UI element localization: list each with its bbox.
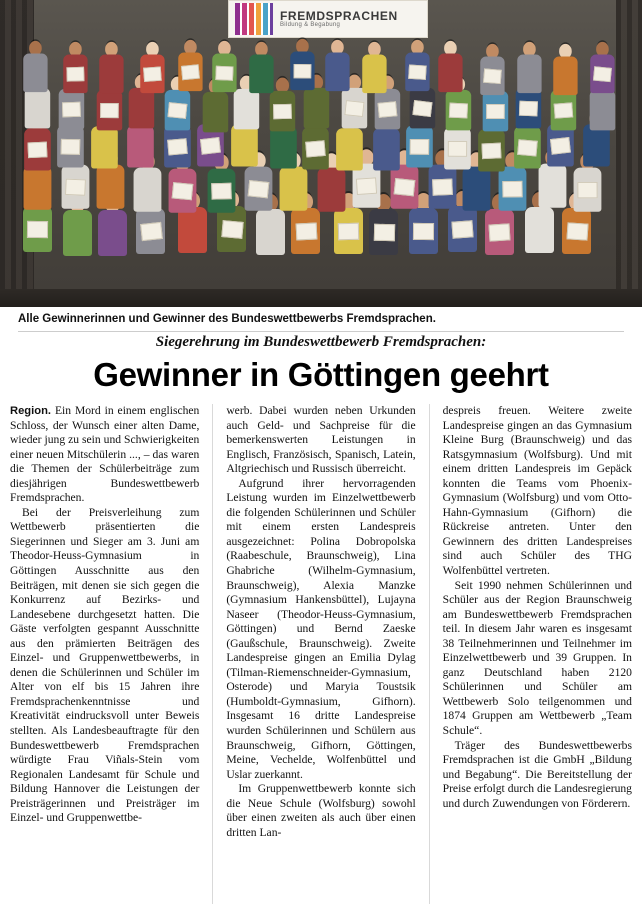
caption-divider	[18, 331, 624, 332]
stage-floor	[0, 289, 642, 307]
article-column-2	[226, 404, 415, 904]
person-torso	[553, 56, 577, 95]
person	[516, 42, 541, 93]
certificate	[409, 139, 428, 155]
person-torso	[516, 55, 540, 94]
certificate	[550, 137, 571, 155]
person-torso	[249, 54, 273, 93]
person-torso	[133, 167, 161, 211]
certificate	[215, 66, 233, 81]
certificate	[200, 137, 221, 155]
certificate	[432, 179, 453, 196]
person	[249, 42, 274, 93]
certificate	[447, 141, 466, 157]
person-torso	[128, 88, 154, 128]
person	[178, 40, 203, 91]
person-torso	[317, 168, 345, 212]
paragraph	[226, 782, 415, 840]
person-torso	[589, 89, 615, 129]
paragraph-text: Seit 1990 nehmen Schülerinnen und Schüler aus der Region Braunschweig am Bundeswettbewerb Fremdsprachen teil. In diesem Jahr waren es insgesamt 38 Teilnehmerinnen und Teilnehmer im Einzelwettbewerb und 39 Gruppen. In ganz Deutschland haben 2120 Schülerinnen und Schüler am Wettbewerb Solo teilgenommen und 1874 Gruppen am Wettbewerb „Team Schule“.	[442, 578, 632, 738]
certificate	[338, 223, 359, 240]
certificate	[517, 140, 538, 157]
person-torso	[373, 128, 400, 170]
certificate	[593, 66, 612, 82]
person-torso	[23, 165, 51, 209]
person-torso	[98, 210, 127, 256]
person-torso	[230, 124, 257, 166]
person-torso	[325, 53, 349, 92]
certificate	[27, 142, 47, 158]
article-photo	[0, 0, 642, 307]
person	[437, 41, 462, 92]
certificate	[293, 64, 311, 79]
certificate	[211, 183, 232, 200]
certificate	[566, 222, 588, 240]
photo-caption: Alle Gewinnerinnen und Gewinner des Bundeswettbewerbs Fremdsprachen.	[18, 313, 436, 325]
person-torso	[24, 87, 50, 127]
certificate	[413, 223, 434, 240]
person	[325, 40, 350, 91]
paragraph-text: Ein Mord in einem englischen Schloss, der Wunsch einer alten Dame, wieder jung zu sein und Schwierigkeiten einer neuen Mitschülerin ..., – das waren die Themen der Schülerbeiträge zum diesjährigen Bundeswettbewerb Fremdsprachen.	[10, 404, 200, 505]
banner-title: FREMDSPRACHEN	[280, 8, 398, 23]
paragraph	[10, 404, 199, 506]
certificate	[345, 100, 365, 117]
certificate	[408, 64, 426, 79]
person-torso	[538, 164, 566, 208]
certificate	[452, 221, 474, 239]
certificate	[489, 224, 511, 242]
certificate	[67, 67, 85, 82]
person-torso	[303, 88, 329, 128]
article-body	[10, 404, 632, 904]
person-torso	[438, 54, 462, 93]
certificate	[273, 104, 292, 119]
certificate	[374, 224, 395, 241]
paragraph-text: werb. Dabei wurden neben Urkunden auch Geld- und Sachpreise für die bemerkenswerten Leistungen in Englisch, Französisch, Spanisch, Latein, Altgriechisch und Russisch überreicht.	[226, 404, 416, 476]
certificate	[181, 64, 200, 80]
person-torso	[99, 55, 123, 94]
person	[211, 41, 236, 92]
certificate	[167, 102, 187, 119]
certificate	[248, 180, 270, 198]
paragraph-text: Bei der Preisverleihung zum Wettbewerb präsentierten die Siegerinnen und Sieger am 3. Juni am Theodor-Heuss-Gymnasium in Göttingen Ausschnitte aus den Beiträgen, mit denen sie sich gegen die Konkurrenz auf Bezirks- und Landesebene durchgesetzt hatten. Die Gäste verfolgten gespannt Ausschnitte aus den prämierten Beiträgen des Einzel- und Gruppenwettbewerbs, in denen die Schülerinnen und Schüler im Alter von elf bis 15 Jahren ihre Fremdsprachenkenntnisse und Kreativität eindrucksvoll unter Beweis stellten. Als Landesbeauftragte für den Bundeswettbewerb Fremdsprachen würdigte Frau Viñals-Stein vom Regionalen Landesamt für Schule und Bildung Hannover die Leistungen der Preisträgerinnen und Preisträger im Einzel- und Gruppenwettbe-	[10, 505, 200, 825]
paragraph-text: Aufgrund ihrer hervorragenden Leistung wurden im Einzelwettbewerb die folgenden Schülerinnen und Schüler mit einem ersten Landespreis ausgezeichnet: Polina Dobropolska (Raabeschule, Braunschweig), Lina Ghabriche (Wilhelm-Gymnasium, Braunschweig), Alexia Manzke (Gymnasium Hankensbüttel), Lujayna Naseer (Theodor-Heuss-Gymnasium, Göttingen) und Bernd Zaeske (Gaußschule, Braunschweig). Zweite Landespreise gingen an Emilia Dylag (Tilman-Riemenschneider-Gymnasium, Osterode) und Maryia Toustsik (Humboldt-Gymnasium, Gifhorn). Insgesamt 16 dritte Landespreise wurden Schülerinnen und Schülern aus Braunschweig, Gifhorn, Göttingen, Meine, Vechelde, Wolfenbüttel und Uslar zuerkannt.	[226, 476, 416, 781]
person	[404, 40, 429, 91]
person	[590, 42, 615, 93]
banner-subtitle: Bildung & Begabung	[280, 22, 341, 29]
certificate	[577, 182, 597, 198]
paragraph-text: despreis freuen. Weitere zweite Landespreise gingen an das Gymnasium Kleine Burg (Braunschweig) und das Ratsgymnasium (Wolfsburg). Und mit einem dritten Landespreis im Gepäck konnten die Teams vom Phoenix-Gymnasium (Wolfsburg) und vom Otto-Hahn-Gymnasium (Gifhorn) die Rückreise antreten. Unter den Gewinnern des dritten Landespreises sind auch Schüler des THG Wolfenbüttel vertreten.	[442, 404, 632, 578]
certificate	[167, 138, 188, 155]
person	[362, 42, 387, 93]
person-torso	[525, 207, 554, 253]
article-column-3	[443, 404, 632, 904]
certificate	[377, 101, 397, 118]
paragraph	[10, 506, 199, 826]
certificate	[62, 102, 81, 118]
person	[22, 41, 47, 92]
person-torso	[336, 128, 363, 170]
person-torso	[256, 209, 285, 255]
person-torso	[91, 126, 118, 168]
person	[98, 42, 123, 93]
article-kicker: Siegerehrung im Bundeswettbewerb Fremdsprachen:	[155, 334, 487, 350]
certificate	[296, 223, 318, 241]
certificate	[65, 179, 86, 196]
paragraph	[226, 404, 415, 477]
person-torso	[178, 207, 207, 253]
certificate	[221, 220, 243, 239]
certificate	[502, 181, 522, 198]
certificate	[554, 103, 574, 119]
person-torso	[234, 89, 260, 129]
article-column-1	[10, 404, 199, 904]
person-torso	[96, 164, 124, 208]
person	[139, 41, 164, 92]
person	[480, 44, 505, 95]
paragraph	[443, 739, 632, 812]
certificate	[393, 178, 415, 196]
certificate	[449, 103, 468, 119]
certificate	[100, 103, 119, 118]
certificate	[482, 143, 502, 159]
certificate	[306, 140, 327, 157]
person-torso	[279, 167, 307, 211]
certificate	[140, 222, 163, 241]
certificate	[171, 182, 193, 200]
person-torso	[362, 54, 386, 93]
person-torso	[270, 126, 297, 168]
article-dateline: Region.	[10, 405, 52, 417]
certificate	[413, 100, 433, 117]
certificate	[356, 178, 377, 196]
column-divider	[212, 404, 213, 904]
paragraph	[443, 579, 632, 739]
certificate	[143, 66, 162, 82]
certificate	[27, 221, 48, 238]
group-of-winners	[18, 30, 628, 300]
column-divider	[429, 404, 430, 904]
article-headline: Gewinner in Göttingen geehrt	[93, 356, 549, 393]
person	[552, 44, 577, 95]
person-torso	[202, 92, 228, 132]
paragraph-text: Träger des Bundeswettbewerbs Fremdsprachen ist die GmbH „Bildung und Begabung“. Die Bereitstellung der Preise erfolgt durch die Landesregierung und durch Zuwendungen von Förderern.	[442, 738, 632, 810]
person-torso	[462, 167, 490, 211]
certificate	[483, 68, 502, 84]
certificate	[486, 104, 505, 119]
paragraph	[226, 477, 415, 782]
certificate	[518, 101, 537, 117]
person-torso	[583, 124, 610, 166]
person	[63, 42, 88, 93]
person-torso	[63, 210, 92, 256]
paragraph-text: Im Gruppenwettbewerb konnte sich die Neue Schule (Wolfsburg) sowohl über einen zweiten als auch über einen dritten Lan-	[226, 782, 416, 839]
person-torso	[23, 53, 47, 92]
person	[289, 39, 314, 90]
person-torso	[127, 125, 154, 167]
paragraph	[443, 404, 632, 579]
certificate	[60, 139, 80, 155]
